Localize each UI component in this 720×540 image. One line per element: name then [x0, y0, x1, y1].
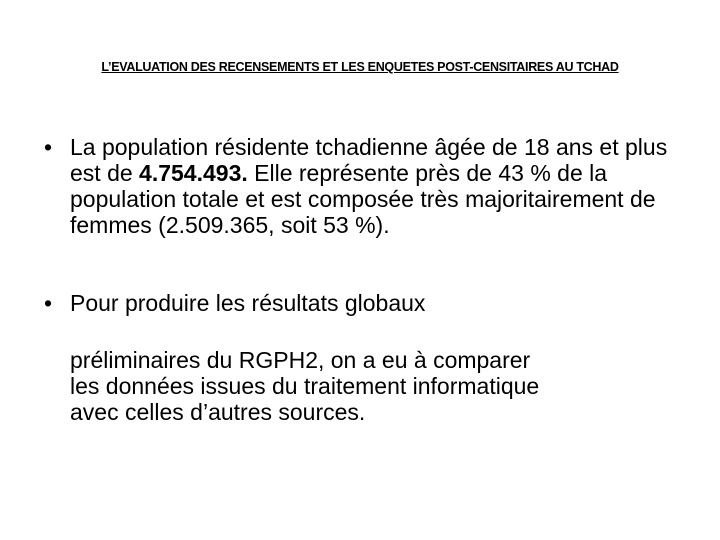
bullet-text: Pour produire les résultats globaux	[70, 290, 426, 316]
population-figure: 4.754.493.	[139, 160, 248, 186]
bullet-text-after: Elle représente près de 43 % de la population totale et est composée très majoritairement de femmes (2.509.365, soit 53 %).	[70, 160, 656, 238]
bullet-text-before: La population résidente tchadienne âgée de 18 ans et plus est de	[70, 134, 668, 186]
bullet-icon: •	[44, 134, 53, 160]
bullet-icon: •	[44, 290, 53, 316]
continuation-line: les données issues du traitement informatique	[70, 373, 540, 399]
continuation-line: avec celles d’autres sources.	[70, 399, 366, 425]
bullet-item-results	[44, 290, 684, 316]
bullet-text	[70, 134, 684, 238]
continuation-line: préliminaires du RGPH2, on a eu à comparer	[70, 347, 531, 373]
bullet-continuation	[70, 347, 690, 425]
bullet-item-population	[44, 134, 684, 238]
slide-title: L’EVALUATION DES RECENSEMENTS ET LES ENQUETES POST-CENSITAIRES AU TCHAD	[101, 60, 619, 74]
